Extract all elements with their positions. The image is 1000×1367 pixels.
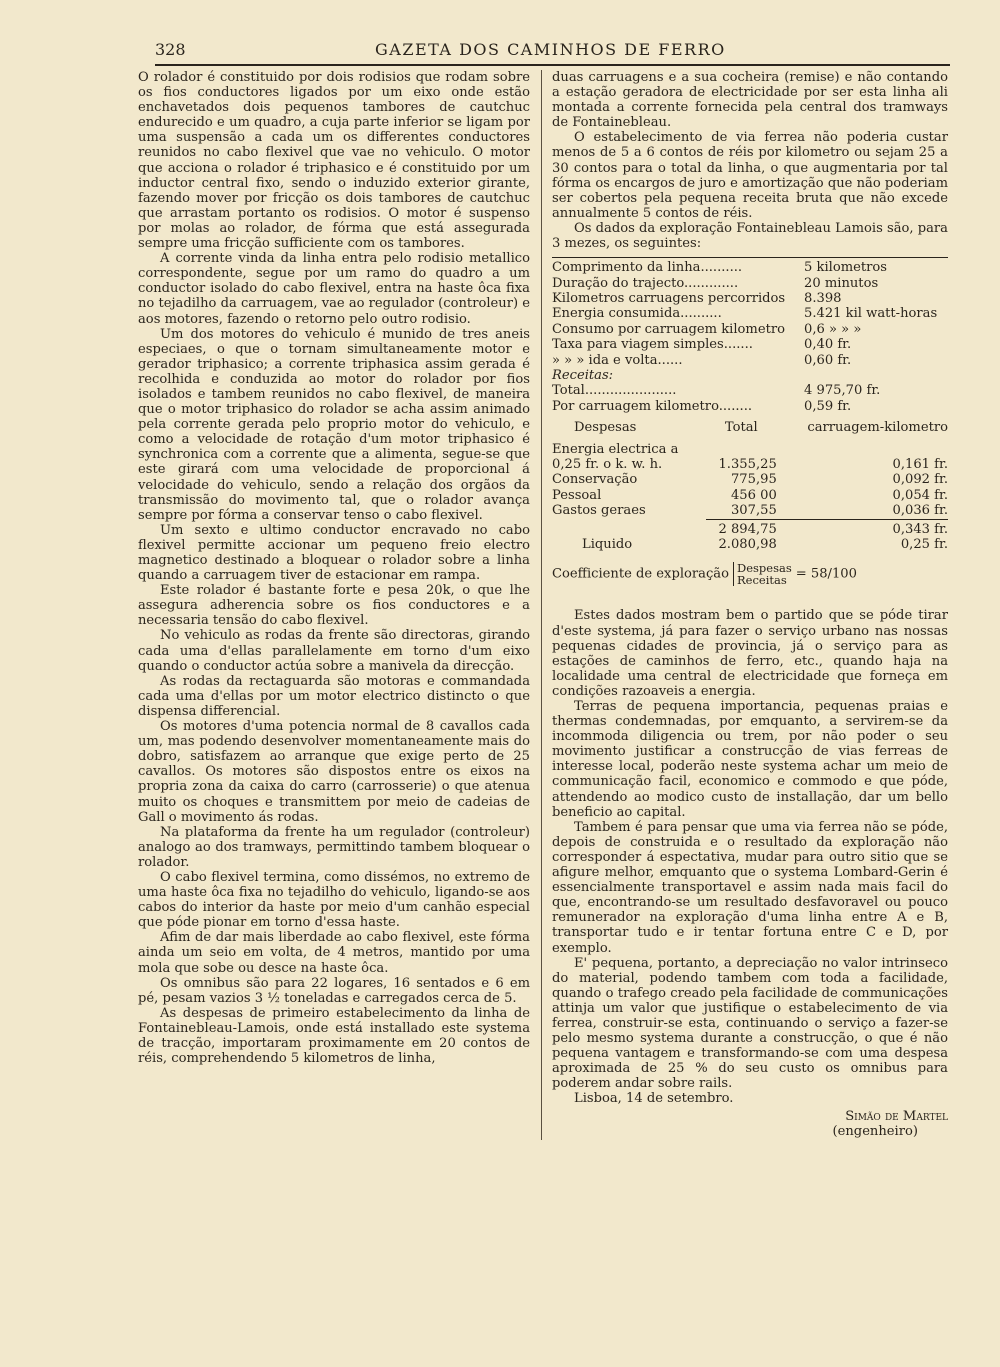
expense-total: 1.355,25 [718,457,777,472]
stat-label: Taxa para viagem simples....... [552,337,753,353]
liquido-per-km: 0,25 fr. [900,537,948,553]
stats-row [552,306,948,321]
stats-table [552,260,948,414]
stats-row [552,368,948,383]
paragraph: E' pequena, portanto, a depreciação no valor intrinseco do material, podendo tambem com toda a facilidade, quando o trafego creado pela facilidade de communicações attinja um valor que justifique o estabelecimento de via ferrea, construir-se esta, continuando o serviço a fazer-se pelo mesmo systema durante a construcção, o que é não pequena vantagem e transformando-se com uma despesa aproximada de 25 % do seu custo os omnibus para poderem andar sobre rails. [552,955,948,1092]
author-role: (engenheiro) [832,1123,918,1139]
expense-per-km: 0,161 fr. [892,457,948,472]
expense-total-row [552,519,948,537]
stats-row [552,276,948,291]
paragraph: As rodas da rectaguarda são motoras e commandada cada uma d'ellas por um motor electrico distincto o que dispensa differencial. [138,673,530,719]
liquido-row [552,537,948,552]
receitas-heading: Receitas: [552,367,614,383]
paragraph: duas carruagens e a sua cocheira (remise) e não contando a estação geradora de electricidade por ser esta linha ali montada a corrente fornecida pela central dos tramways de Fontainebleau. [552,70,948,131]
stat-label: » » » ida e volta...... [552,352,683,368]
expense-total [706,442,777,457]
paragraph: Estes dados mostram bem o partido que se póde tirar d'este systema, já para fazer o serviço urbano nas nossas pequenas cidades de provincia, já o serviço para as estações de caminhos de ferro, etc., quando haja na localidade uma central de electricidade que forneça em condições razoaveis a energia. [552,608,948,699]
paragraph: A corrente vinda da linha entra pelo rodisio metallico correspondente, segue por um ramo do quadro a um conductor isolado do cabo flexivel, entra na haste ôca fixa no tejadilho da carruagem, vae ao regulador (controleur) e aos motores, fazendo o retorno pelo outro rodisio. [138,251,530,327]
stats-row [552,291,948,306]
stat-value: 4 975,70 fr. [804,383,881,399]
paragraph: Este rolador é bastante forte e pesa 20k, o que lhe assegura adherencia sobre os fios conductores e a necessaria tensão do cabo flexivel. [138,583,530,629]
coef-numerator: Despesas [736,561,792,576]
stats-row [552,399,948,414]
stat-value: 0,60 fr. [804,352,852,368]
expense-label: Conservação [552,472,638,488]
expenses-sum: 2 894,75 [706,519,777,537]
stat-value: 0,6 » » » [804,321,862,337]
paragraph: Na plataforma da frente ha um regulador (controleur) analogo ao dos tramways, permittindo tambem bloquear o rolador. [138,824,530,870]
expense-label: Energia electrica a [552,441,679,457]
expense-per-km: 0,054 fr. [892,487,948,503]
paragraph: Tambem é para pensar que uma via ferrea não se póde, depois de construida e o resultado da exploração não corresponder á espectativa, mudar para outro sitio que se afigure melhor, emquanto que o systema Lombard-Gerin é essencialmente transportavel e assim nada mais facil do que, encontrando-se um resultado desfavoravel ou pouco remunerador na exploração d'uma linha entre A e B, transportar tudo e ir tentar fortuna entre C e D, por exemplo. [552,819,948,956]
paragraph: Afim de dar mais liberdade ao cabo flexivel, este fórma ainda um seio em volta, de 4 metros, mantido por uma mola que sobe ou desce na haste ôca. [138,930,530,976]
expense-total: 775,95 [730,472,777,488]
expense-per-km [777,442,948,457]
stat-value: 0,40 fr. [804,337,852,353]
stat-value: 5.421 kil watt-horas [804,306,938,322]
paragraph: Um dos motores do vehiculo é munido de tres aneis especiaes, o que o tornam simultaneamente motor e gerador triphasico; a corrente triphasica assim gerada é recolhida e conduzida ao motor do rolador por fios isolados e tambem reunidos no cabo flexivel, de maneira que o motor triphasico do rolador se acha assim animado pela corrente gerada pelo proprio motor do vehiculo, e como a velocidade de rotação d'um motor triphasico é synchronica com a corrente que a alimenta, segue-se que este girará com uma velocidade de proporcional á velocidade do vehiculo, sendo a relação dos orgãos da transmissão do movimento tal, que o rolador avança sempre por fórma a conservar tenso o cabo flexivel. [138,326,530,523]
column-header: Despesas [574,420,637,436]
stat-value: 20 minutos [804,275,879,291]
coef-value: = 58/100 [795,566,857,582]
stat-value: 8.398 [804,290,842,306]
stat-value: 0,59 fr. [804,398,852,414]
stat-value: 5 kilometros [804,260,887,276]
paragraph: O cabo flexivel termina, como dissémos, no extremo de uma haste ôca fixa no tejadilho do vehiculo, ligando-se aos cabos do interior da haste por meio d'um canhão especial que póde pionar em torno d'essa haste. [138,869,530,931]
paragraph: O rolador é constituido por dois rodisios que rodam sobre os fios conductores ligados por um eixo onde estão enchavetados dois pequenos tambores de cautchuc endurecido e um quadro, a cuja parte inferior se ligam por uma suspensão a cada um os differentes conductores reunidos no cabo flexivel que vae no vehiculo. O motor que acciona o rolador é triphasico e é constituido por um inductor central fixo, sendo o induzido exterior girante, fazendo mover por fricção os dois tambores de cautchuc que arrastam portanto os rodisios. O motor é suspenso por molas ao rolador, de fórma que está assegurada sempre uma fricção sufficiente com os tambores. [138,70,530,252]
stat-label: Por carruagem kilometro........ [552,398,753,414]
liquido-label: Liquido [582,537,633,553]
paragraph: Um sexto e ultimo conductor encravado no cabo flexivel permitte accionar um pequeno freio electro magnetico destinado a bloquear o rolador sobre a linha quando a carruagem tiver de estacionar em rampa. [138,522,530,584]
paragraph: O estabelecimento de via ferrea não poderia custar menos de 5 a 6 contos de réis por kilometro ou sejam 25 a 30 contos para o total da linha, o que augmentaria por tal fórma os encargos de juro e amortização que não poderiam ser cobertos pela pequena receita bruta que não excede annualmente 5 contos de réis. [552,130,948,221]
coef-denominator: Receitas [736,573,787,588]
expense-label: Pessoal [552,487,602,503]
stat-label: Duração do trajecto............. [552,275,739,291]
left-column [138,70,530,1066]
stats-row [552,353,948,368]
signature-block [552,1109,948,1139]
expense-label: Gastos geraes [552,503,646,519]
expense-row [552,488,948,503]
stats-row [552,383,948,398]
dateline: Lisboa, 14 de setembro. [574,1091,734,1107]
column-header: Total [724,420,758,436]
exploitation-coefficient [552,562,948,586]
expense-row [552,442,948,457]
stats-row [552,322,948,337]
column-header: carruagem-kilometro [807,420,948,436]
expenses-table [552,420,948,552]
stat-label: Total...................... [552,383,677,399]
page-number: 328 [155,40,186,59]
paragraph: Os omnibus são para 22 logares, 16 sentados e 6 em pé, pesam vazios 3 ½ toneladas e carregados cerca de 5. [138,975,530,1006]
right-column [552,70,948,1139]
paragraph: As despesas de primeiro estabelecimento da linha de Fontainebleau-Lamois, onde está installado este systema de tracção, importaram proximamente em 20 contos de réis, comprehendendo 5 kilometros de linha, [138,1005,530,1067]
paragraph: Terras de pequena importancia, pequenas praias e thermas condemnadas, por emquanto, a servirem-se da incommoda diligencia ou trem, por não poder o seu movimento justificar a construcção de vias ferreas de interesse local, poderão neste systema achar um meio de communicação facil, economico e commodo e que póde, attendendo ao modico custo de installação, dar um bello beneficio ao capital. [552,699,948,820]
stat-label: Kilometros carruagens percorridos [552,290,786,306]
paragraph: Os dados da exploração Fontainebleau Lamois são, para 3 mezes, os seguintes: [552,220,948,252]
stat-label: Energia consumida.......... [552,306,722,322]
expense-total: 307,55 [730,503,777,519]
paragraph: Os motores d'uma potencia normal de 8 cavallos cada um, mas podendo desenvolver momentaneamente mais do dobro, satisfazem ao arranque que exige perto de 25 cavallos. Os motores são dispostos entre os eixos na propria zona da caixa do carro (carrosserie) o que atenua muito os choques e transmittem por meio de cadeias de Gall o movimento ás rodas. [138,719,530,825]
author-name: Simão de Martel [845,1108,948,1124]
expenses-per-km-sum: 0,343 fr. [777,519,948,537]
expense-per-km: 0,036 fr. [892,503,948,519]
journal-title: GAZETA DOS CAMINHOS DE FERRO [375,40,726,59]
expense-total: 456 00 [730,487,777,503]
coef-fraction [733,562,792,586]
expense-per-km: 0,092 fr. [892,472,948,488]
stats-row [552,260,948,275]
column-divider [541,70,542,1140]
expense-row [552,503,948,519]
expenses-header-row [552,420,948,435]
liquido-total: 2.080,98 [718,537,777,553]
coef-label: Coefficiente de exploração [552,566,729,582]
expense-row [552,457,948,472]
stat-label: Comprimento da linha.......... [552,260,743,276]
exploitation-stats [552,257,948,586]
paragraph: No vehiculo as rodas da frente são directoras, girando cada uma d'ellas parallelamente em torno d'um eixo quando o conductor actúa sobre a manivela da direcção. [138,628,530,674]
rule [552,257,948,258]
stats-row [552,337,948,352]
stat-label: Consumo por carruagem kilometro [552,321,786,337]
expense-row [552,472,948,487]
expense-label: 0,25 fr. o k. w. h. [552,457,663,472]
page-header [155,38,950,66]
